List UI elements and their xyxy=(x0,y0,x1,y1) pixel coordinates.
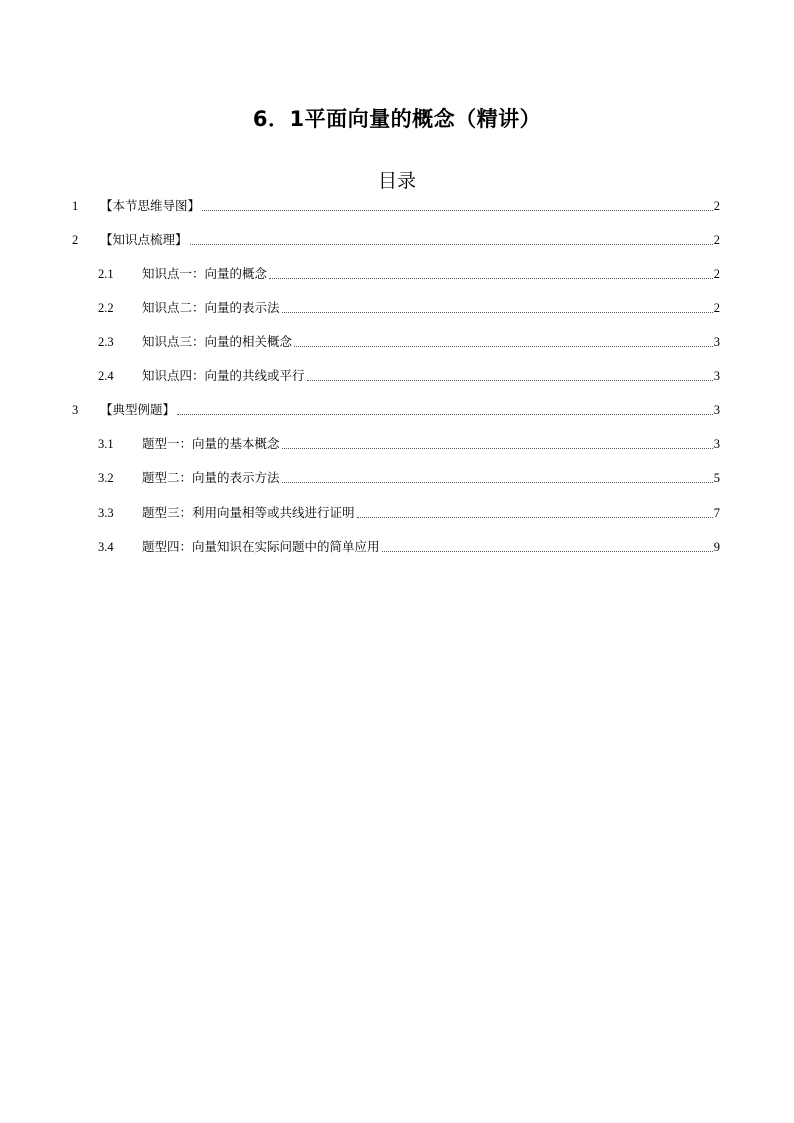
toc-entry-text: 题型二：向量的表示方法 xyxy=(142,470,280,485)
toc-leader xyxy=(190,243,713,245)
toc-entry[interactable] xyxy=(0,467,794,489)
toc-entry-text: 知识点一：向量的概念 xyxy=(142,266,268,281)
toc-entry-number: 2.4 xyxy=(98,369,114,383)
toc-entry-number: 2.3 xyxy=(98,335,114,349)
toc-entry-page: 7 xyxy=(713,506,720,520)
toc-entry-number: 3 xyxy=(72,403,79,417)
toc-entry-text: 知识点三：向量的相关概念 xyxy=(142,334,293,349)
toc-entry[interactable] xyxy=(0,365,794,387)
toc-entry-text: 知识点二：向量的表示法 xyxy=(142,300,280,315)
toc-entry[interactable] xyxy=(0,263,794,285)
toc-entry-number: 3.1 xyxy=(98,437,114,451)
toc-leader xyxy=(282,481,713,483)
toc-leader xyxy=(269,277,713,279)
toc-entry[interactable] xyxy=(0,195,794,217)
toc-entry[interactable] xyxy=(0,536,794,558)
toc-entry-page: 3 xyxy=(713,369,720,383)
toc-entry-number: 2.1 xyxy=(98,267,114,281)
toc-entry-number: 2.2 xyxy=(98,301,114,315)
toc-entry-page: 9 xyxy=(713,540,720,554)
toc-leader xyxy=(202,209,713,211)
toc-entry-page: 3 xyxy=(713,437,720,451)
toc-entry-text: 知识点四：向量的共线或平行 xyxy=(142,368,305,383)
toc-entry[interactable] xyxy=(0,297,794,319)
toc-entry-page: 2 xyxy=(713,267,720,281)
toc-entry-page: 2 xyxy=(713,301,720,315)
toc-entry-text: 【典型例题】 xyxy=(100,402,176,417)
toc-leader xyxy=(307,379,713,381)
toc-entry-page: 3 xyxy=(713,403,720,417)
toc-entry[interactable] xyxy=(0,433,794,455)
document-title: 6．1平面向量的概念（精讲） xyxy=(252,107,542,131)
toc-entry-number: 3.3 xyxy=(98,506,114,520)
toc-entry[interactable] xyxy=(0,502,794,524)
toc-leader xyxy=(282,311,713,313)
toc-entry-text: 【本节思维导图】 xyxy=(100,198,201,213)
toc-entry[interactable] xyxy=(0,229,794,251)
toc-entry-page: 3 xyxy=(713,335,720,349)
toc-leader xyxy=(294,345,713,347)
toc-heading: 目录 xyxy=(377,170,416,192)
toc-leader xyxy=(177,413,713,415)
toc-entry-number: 3.2 xyxy=(98,471,114,485)
toc-entry-number: 2 xyxy=(72,233,79,247)
toc-leader xyxy=(282,447,713,449)
toc-leader xyxy=(382,550,713,552)
toc-entry-page: 2 xyxy=(713,233,720,247)
toc-leader xyxy=(357,516,713,518)
toc-entry-text: 题型四：向量知识在实际问题中的简单应用 xyxy=(142,539,380,554)
toc-entry-text: 题型一：向量的基本概念 xyxy=(142,436,280,451)
toc-entry-number: 1 xyxy=(72,199,79,213)
toc-entry-page: 2 xyxy=(713,199,720,213)
toc-entry-number: 3.4 xyxy=(98,540,114,554)
toc-entry-text: 【知识点梳理】 xyxy=(100,232,188,247)
toc-entry-page: 5 xyxy=(713,471,720,485)
toc-entry[interactable] xyxy=(0,331,794,353)
toc-entry-text: 题型三：利用向量相等或共线进行证明 xyxy=(142,505,355,520)
toc-entry[interactable] xyxy=(0,399,794,421)
